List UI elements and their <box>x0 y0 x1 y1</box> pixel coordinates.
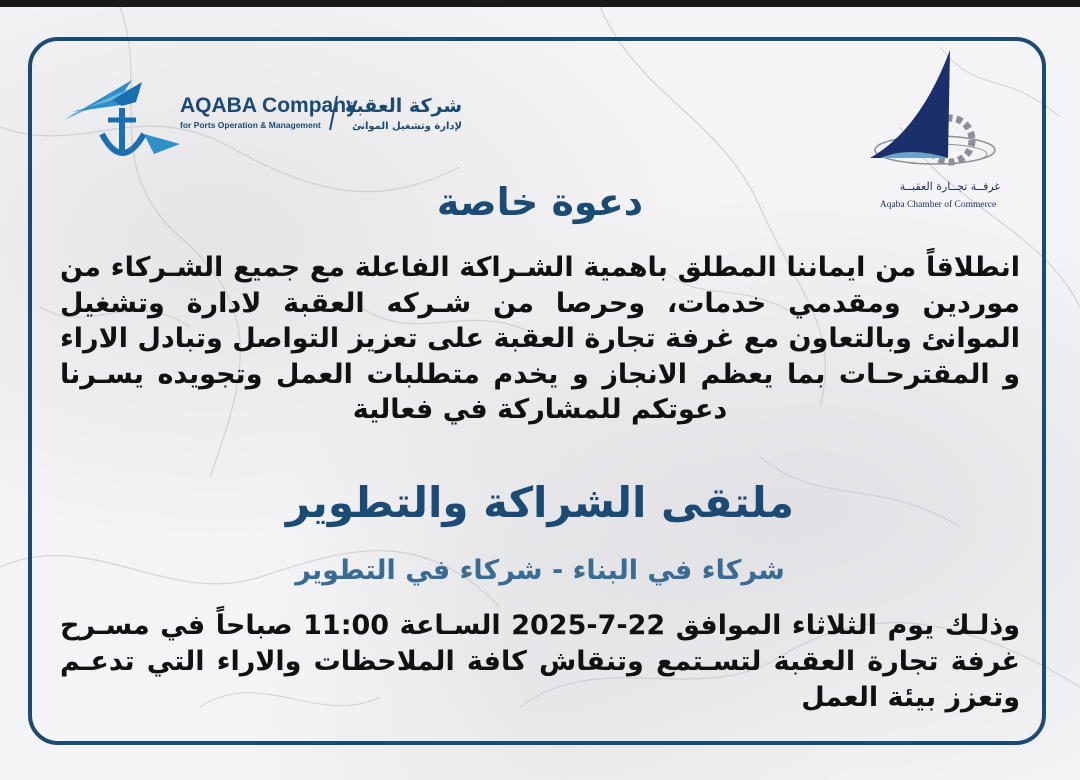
chamber-name-ar: غرفــة تجــارة العقبــة <box>899 180 1001 193</box>
aqaba-company-logo <box>62 72 472 172</box>
company-sub-ar: لإدارة وتشغيل الموانئ <box>352 121 462 132</box>
company-name-ar: شركة العقبة <box>344 95 462 117</box>
sail-gear-icon <box>870 50 995 164</box>
aqaba-chamber-logo <box>860 50 1010 215</box>
event-name: ملتقى الشراكة والتطوير <box>285 478 795 527</box>
invitation-title: دعوة خاصة <box>436 180 644 224</box>
ship-anchor-icon <box>64 80 180 154</box>
top-border-bar <box>0 0 1080 7</box>
event-tagline: شركاء في البناء - شركاء في التطوير <box>295 555 785 586</box>
company-name-en: AQABA Company <box>180 94 358 117</box>
event-details-paragraph: وذلـك يوم الثلاثاء الموافق 22-7-2025 السـاعة 11:00 صباحاً في مسـرح غرفة تجارة العقبة لتسـتمع وتنقاش كافة الملاحظات والاراء التي تدعـم وتعزز بيئة العمل <box>60 610 1020 713</box>
company-sub-en: for Ports Operation & Management <box>180 120 321 130</box>
intro-paragraph: انطلاقاً من ايماننا المطلق باهمية الشـراكة الفاعلة مع جميع الشـركاء من موردين ومقدمي خدمات، وحرصا من شـركه العقبة لادارة وتشغيل الموانئ وبالتعاون مع غرفة تجارة العقبة على تعزيز التواصل وتبادل الاراء و المقترحـات بما يعظم الانجاز و يخدم متطلبات العمل وتجويده يسـرنا دعوتكم للمشاركة في فعالية <box>60 252 1020 425</box>
chamber-name-en: Aqaba Chamber of Commerce <box>879 200 997 210</box>
